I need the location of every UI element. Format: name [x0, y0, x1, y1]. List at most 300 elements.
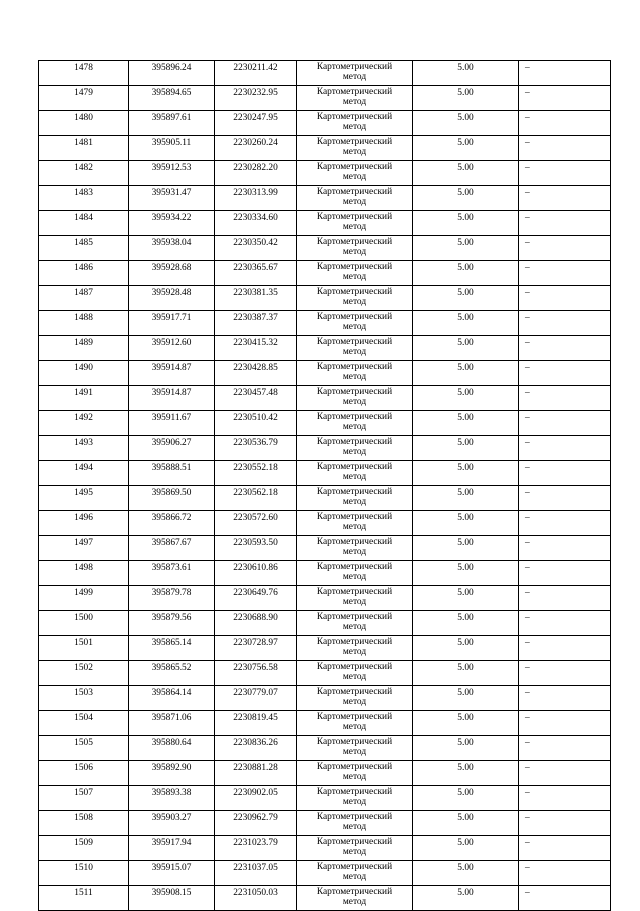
method-line-2: метод	[342, 247, 367, 257]
method-line-1: Картометрический	[316, 687, 393, 697]
method-cell	[297, 461, 413, 486]
point-number-cell: 1481	[39, 136, 129, 161]
x-coordinate-cell: 395864.14	[129, 686, 215, 711]
note-cell: –	[519, 436, 611, 461]
point-number-cell: 1506	[39, 761, 129, 786]
note-cell: –	[519, 61, 611, 86]
x-coordinate-cell: 395938.04	[129, 236, 215, 261]
y-coordinate-cell: 2231023.79	[215, 836, 297, 861]
method-line-2: метод	[342, 672, 367, 682]
y-coordinate-cell: 2230282.20	[215, 161, 297, 186]
note-cell: –	[519, 386, 611, 411]
method-line-2: метод	[342, 147, 367, 157]
x-coordinate-cell: 395917.71	[129, 311, 215, 336]
method-cell	[297, 311, 413, 336]
accuracy-cell: 5.00	[413, 411, 519, 436]
y-coordinate-cell: 2230688.90	[215, 611, 297, 636]
accuracy-cell: 5.00	[413, 286, 519, 311]
method-cell	[297, 136, 413, 161]
y-coordinate-cell: 2230232.95	[215, 86, 297, 111]
y-coordinate-cell: 2230415.32	[215, 336, 297, 361]
table-row	[39, 811, 611, 836]
x-coordinate-cell: 395897.61	[129, 111, 215, 136]
point-number-cell: 1485	[39, 236, 129, 261]
table-row	[39, 486, 611, 511]
method-line-1: Картометрический	[316, 312, 393, 322]
table-row	[39, 511, 611, 536]
point-number-cell: 1499	[39, 586, 129, 611]
y-coordinate-cell: 2230381.35	[215, 286, 297, 311]
x-coordinate-cell: 395879.56	[129, 611, 215, 636]
table-row	[39, 386, 611, 411]
method-line-2: метод	[342, 622, 367, 632]
accuracy-cell: 5.00	[413, 561, 519, 586]
point-number-cell: 1488	[39, 311, 129, 336]
method-line-2: метод	[342, 572, 367, 582]
table-row	[39, 711, 611, 736]
y-coordinate-cell: 2230756.58	[215, 661, 297, 686]
method-line-2: метод	[342, 797, 367, 807]
method-line-1: Картометрический	[316, 362, 393, 372]
y-coordinate-cell: 2230881.28	[215, 761, 297, 786]
method-line-1: Картометрический	[316, 787, 393, 797]
point-number-cell: 1480	[39, 111, 129, 136]
method-line-1: Картометрический	[316, 562, 393, 572]
point-number-cell: 1495	[39, 486, 129, 511]
method-line-1: Картометрический	[316, 587, 393, 597]
accuracy-cell: 5.00	[413, 111, 519, 136]
y-coordinate-cell: 2230510.42	[215, 411, 297, 436]
method-line-1: Картометрический	[316, 62, 393, 72]
method-cell	[297, 586, 413, 611]
method-cell	[297, 561, 413, 586]
note-cell: –	[519, 811, 611, 836]
method-line-2: метод	[342, 122, 367, 132]
x-coordinate-cell: 395867.67	[129, 536, 215, 561]
point-number-cell: 1487	[39, 286, 129, 311]
x-coordinate-cell: 395896.24	[129, 61, 215, 86]
table-row	[39, 661, 611, 686]
x-coordinate-cell: 395908.15	[129, 886, 215, 911]
method-line-1: Картометрический	[316, 412, 393, 422]
x-coordinate-cell: 395893.38	[129, 786, 215, 811]
point-number-cell: 1500	[39, 611, 129, 636]
x-coordinate-cell: 395912.53	[129, 161, 215, 186]
note-cell: –	[519, 861, 611, 886]
table-row	[39, 886, 611, 911]
x-coordinate-cell: 395865.52	[129, 661, 215, 686]
note-cell: –	[519, 886, 611, 911]
method-line-1: Картометрический	[316, 462, 393, 472]
x-coordinate-cell: 395873.61	[129, 561, 215, 586]
table-row	[39, 361, 611, 386]
method-line-2: метод	[342, 397, 367, 407]
y-coordinate-cell: 2230211.42	[215, 61, 297, 86]
y-coordinate-cell: 2230572.60	[215, 511, 297, 536]
point-number-cell: 1503	[39, 686, 129, 711]
method-line-2: метод	[342, 322, 367, 332]
coordinates-table-body	[39, 61, 611, 911]
point-number-cell: 1491	[39, 386, 129, 411]
accuracy-cell: 5.00	[413, 236, 519, 261]
method-line-1: Картометрический	[316, 612, 393, 622]
accuracy-cell: 5.00	[413, 786, 519, 811]
note-cell: –	[519, 136, 611, 161]
method-cell	[297, 711, 413, 736]
table-row	[39, 536, 611, 561]
x-coordinate-cell: 395931.47	[129, 186, 215, 211]
point-number-cell: 1510	[39, 861, 129, 886]
table-row	[39, 86, 611, 111]
method-cell	[297, 811, 413, 836]
method-line-2: метод	[342, 297, 367, 307]
method-cell	[297, 361, 413, 386]
y-coordinate-cell: 2230536.79	[215, 436, 297, 461]
method-line-2: метод	[342, 522, 367, 532]
method-line-2: метод	[342, 897, 367, 907]
method-cell	[297, 336, 413, 361]
method-line-2: метод	[342, 722, 367, 732]
note-cell: –	[519, 236, 611, 261]
accuracy-cell: 5.00	[413, 211, 519, 236]
method-cell	[297, 186, 413, 211]
note-cell: –	[519, 736, 611, 761]
x-coordinate-cell: 395915.07	[129, 861, 215, 886]
point-number-cell: 1494	[39, 461, 129, 486]
coordinates-table	[38, 60, 611, 911]
point-number-cell: 1478	[39, 61, 129, 86]
note-cell: –	[519, 286, 611, 311]
point-number-cell: 1486	[39, 261, 129, 286]
x-coordinate-cell: 395914.87	[129, 361, 215, 386]
method-line-1: Картометрический	[316, 762, 393, 772]
accuracy-cell: 5.00	[413, 836, 519, 861]
method-cell	[297, 211, 413, 236]
method-cell	[297, 786, 413, 811]
note-cell: –	[519, 761, 611, 786]
method-line-1: Картометрический	[316, 162, 393, 172]
x-coordinate-cell: 395880.64	[129, 736, 215, 761]
point-number-cell: 1501	[39, 636, 129, 661]
y-coordinate-cell: 2230387.37	[215, 311, 297, 336]
note-cell: –	[519, 211, 611, 236]
method-line-1: Картометрический	[316, 237, 393, 247]
method-line-2: метод	[342, 597, 367, 607]
method-line-1: Картометрический	[316, 812, 393, 822]
method-line-1: Картометрический	[316, 437, 393, 447]
accuracy-cell: 5.00	[413, 661, 519, 686]
method-line-2: метод	[342, 97, 367, 107]
accuracy-cell: 5.00	[413, 736, 519, 761]
x-coordinate-cell: 395928.48	[129, 286, 215, 311]
method-line-1: Картометрический	[316, 837, 393, 847]
note-cell: –	[519, 86, 611, 111]
accuracy-cell: 5.00	[413, 261, 519, 286]
method-cell	[297, 386, 413, 411]
method-line-1: Картометрический	[316, 862, 393, 872]
x-coordinate-cell: 395914.87	[129, 386, 215, 411]
note-cell: –	[519, 261, 611, 286]
note-cell: –	[519, 111, 611, 136]
accuracy-cell: 5.00	[413, 861, 519, 886]
y-coordinate-cell: 2230649.76	[215, 586, 297, 611]
table-row	[39, 736, 611, 761]
point-number-cell: 1492	[39, 411, 129, 436]
accuracy-cell: 5.00	[413, 436, 519, 461]
table-row	[39, 111, 611, 136]
point-number-cell: 1489	[39, 336, 129, 361]
method-line-1: Картометрический	[316, 287, 393, 297]
y-coordinate-cell: 2231050.03	[215, 886, 297, 911]
method-cell	[297, 836, 413, 861]
method-line-1: Картометрический	[316, 637, 393, 647]
method-cell	[297, 486, 413, 511]
accuracy-cell: 5.00	[413, 711, 519, 736]
note-cell: –	[519, 361, 611, 386]
method-line-2: метод	[342, 772, 367, 782]
method-line-2: метод	[342, 172, 367, 182]
y-coordinate-cell: 2230260.24	[215, 136, 297, 161]
accuracy-cell: 5.00	[413, 336, 519, 361]
accuracy-cell: 5.00	[413, 61, 519, 86]
point-number-cell: 1505	[39, 736, 129, 761]
table-row	[39, 611, 611, 636]
note-cell: –	[519, 411, 611, 436]
accuracy-cell: 5.00	[413, 136, 519, 161]
table-row	[39, 186, 611, 211]
x-coordinate-cell: 395906.27	[129, 436, 215, 461]
x-coordinate-cell: 395903.27	[129, 811, 215, 836]
note-cell: –	[519, 586, 611, 611]
accuracy-cell: 5.00	[413, 536, 519, 561]
point-number-cell: 1498	[39, 561, 129, 586]
x-coordinate-cell: 395871.06	[129, 711, 215, 736]
table-row	[39, 336, 611, 361]
point-number-cell: 1504	[39, 711, 129, 736]
table-row	[39, 786, 611, 811]
accuracy-cell: 5.00	[413, 86, 519, 111]
method-cell	[297, 511, 413, 536]
accuracy-cell: 5.00	[413, 361, 519, 386]
y-coordinate-cell: 2230902.05	[215, 786, 297, 811]
y-coordinate-cell: 2230562.18	[215, 486, 297, 511]
method-line-2: метод	[342, 197, 367, 207]
accuracy-cell: 5.00	[413, 186, 519, 211]
method-line-2: метод	[342, 747, 367, 757]
method-cell	[297, 286, 413, 311]
method-cell	[297, 661, 413, 686]
method-line-1: Картометрический	[316, 662, 393, 672]
point-number-cell: 1496	[39, 511, 129, 536]
method-line-2: метод	[342, 497, 367, 507]
x-coordinate-cell: 395865.14	[129, 636, 215, 661]
method-line-1: Картометрический	[316, 387, 393, 397]
y-coordinate-cell: 2230728.97	[215, 636, 297, 661]
method-line-1: Картометрический	[316, 212, 393, 222]
note-cell: –	[519, 161, 611, 186]
y-coordinate-cell: 2230962.79	[215, 811, 297, 836]
method-line-1: Картометрический	[316, 187, 393, 197]
method-line-2: метод	[342, 822, 367, 832]
table-row	[39, 761, 611, 786]
method-line-2: метод	[342, 222, 367, 232]
method-line-1: Картометрический	[316, 262, 393, 272]
note-cell: –	[519, 311, 611, 336]
method-cell	[297, 261, 413, 286]
method-cell	[297, 886, 413, 911]
point-number-cell: 1484	[39, 211, 129, 236]
method-cell	[297, 236, 413, 261]
note-cell: –	[519, 836, 611, 861]
table-row	[39, 561, 611, 586]
x-coordinate-cell: 395917.94	[129, 836, 215, 861]
note-cell: –	[519, 661, 611, 686]
method-line-1: Картометрический	[316, 512, 393, 522]
method-cell	[297, 111, 413, 136]
method-line-2: метод	[342, 347, 367, 357]
method-line-2: метод	[342, 372, 367, 382]
note-cell: –	[519, 486, 611, 511]
method-cell	[297, 861, 413, 886]
method-line-1: Картометрический	[316, 537, 393, 547]
accuracy-cell: 5.00	[413, 636, 519, 661]
x-coordinate-cell: 395911.67	[129, 411, 215, 436]
note-cell: –	[519, 711, 611, 736]
x-coordinate-cell: 395894.65	[129, 86, 215, 111]
y-coordinate-cell: 2230313.99	[215, 186, 297, 211]
note-cell: –	[519, 511, 611, 536]
accuracy-cell: 5.00	[413, 611, 519, 636]
method-cell	[297, 436, 413, 461]
method-line-2: метод	[342, 422, 367, 432]
note-cell: –	[519, 611, 611, 636]
note-cell: –	[519, 686, 611, 711]
point-number-cell: 1511	[39, 886, 129, 911]
y-coordinate-cell: 2230247.95	[215, 111, 297, 136]
method-line-2: метод	[342, 272, 367, 282]
point-number-cell: 1507	[39, 786, 129, 811]
x-coordinate-cell: 395888.51	[129, 461, 215, 486]
accuracy-cell: 5.00	[413, 386, 519, 411]
y-coordinate-cell: 2230457.48	[215, 386, 297, 411]
point-number-cell: 1502	[39, 661, 129, 686]
table-row	[39, 61, 611, 86]
point-number-cell: 1483	[39, 186, 129, 211]
table-row	[39, 436, 611, 461]
y-coordinate-cell: 2230365.67	[215, 261, 297, 286]
table-row	[39, 636, 611, 661]
note-cell: –	[519, 186, 611, 211]
x-coordinate-cell: 395892.90	[129, 761, 215, 786]
x-coordinate-cell: 395928.68	[129, 261, 215, 286]
table-row	[39, 211, 611, 236]
accuracy-cell: 5.00	[413, 511, 519, 536]
accuracy-cell: 5.00	[413, 886, 519, 911]
y-coordinate-cell: 2230819.45	[215, 711, 297, 736]
method-cell	[297, 61, 413, 86]
method-line-1: Картометрический	[316, 737, 393, 747]
method-line-2: метод	[342, 547, 367, 557]
y-coordinate-cell: 2230779.07	[215, 686, 297, 711]
method-line-1: Картометрический	[316, 137, 393, 147]
table-row	[39, 161, 611, 186]
table-row	[39, 311, 611, 336]
table-row	[39, 286, 611, 311]
note-cell: –	[519, 786, 611, 811]
y-coordinate-cell: 2231037.05	[215, 861, 297, 886]
method-cell	[297, 686, 413, 711]
note-cell: –	[519, 536, 611, 561]
note-cell: –	[519, 636, 611, 661]
table-row	[39, 686, 611, 711]
point-number-cell: 1497	[39, 536, 129, 561]
method-cell	[297, 636, 413, 661]
y-coordinate-cell: 2230593.50	[215, 536, 297, 561]
table-row	[39, 836, 611, 861]
method-line-2: метод	[342, 872, 367, 882]
method-line-1: Картометрический	[316, 87, 393, 97]
accuracy-cell: 5.00	[413, 811, 519, 836]
method-cell	[297, 761, 413, 786]
table-row	[39, 461, 611, 486]
method-line-2: метод	[342, 447, 367, 457]
x-coordinate-cell: 395905.11	[129, 136, 215, 161]
x-coordinate-cell: 395869.50	[129, 486, 215, 511]
x-coordinate-cell: 395866.72	[129, 511, 215, 536]
method-line-2: метод	[342, 72, 367, 82]
y-coordinate-cell: 2230428.85	[215, 361, 297, 386]
method-cell	[297, 86, 413, 111]
accuracy-cell: 5.00	[413, 586, 519, 611]
note-cell: –	[519, 461, 611, 486]
table-row	[39, 136, 611, 161]
accuracy-cell: 5.00	[413, 161, 519, 186]
accuracy-cell: 5.00	[413, 761, 519, 786]
accuracy-cell: 5.00	[413, 311, 519, 336]
point-number-cell: 1479	[39, 86, 129, 111]
point-number-cell: 1482	[39, 161, 129, 186]
point-number-cell: 1508	[39, 811, 129, 836]
point-number-cell: 1490	[39, 361, 129, 386]
accuracy-cell: 5.00	[413, 686, 519, 711]
table-row	[39, 236, 611, 261]
method-line-1: Картометрический	[316, 887, 393, 897]
y-coordinate-cell: 2230350.42	[215, 236, 297, 261]
note-cell: –	[519, 336, 611, 361]
method-line-2: метод	[342, 697, 367, 707]
method-cell	[297, 736, 413, 761]
table-row	[39, 586, 611, 611]
x-coordinate-cell: 395912.60	[129, 336, 215, 361]
method-line-1: Картометрический	[316, 112, 393, 122]
table-row	[39, 411, 611, 436]
method-line-2: метод	[342, 647, 367, 657]
method-cell	[297, 161, 413, 186]
method-cell	[297, 411, 413, 436]
method-cell	[297, 536, 413, 561]
method-line-1: Картометрический	[316, 712, 393, 722]
x-coordinate-cell: 395879.78	[129, 586, 215, 611]
accuracy-cell: 5.00	[413, 461, 519, 486]
y-coordinate-cell: 2230836.26	[215, 736, 297, 761]
point-number-cell: 1493	[39, 436, 129, 461]
table-row	[39, 261, 611, 286]
method-line-1: Картометрический	[316, 487, 393, 497]
method-line-1: Картометрический	[316, 337, 393, 347]
y-coordinate-cell: 2230334.60	[215, 211, 297, 236]
table-row	[39, 861, 611, 886]
method-line-2: метод	[342, 847, 367, 857]
